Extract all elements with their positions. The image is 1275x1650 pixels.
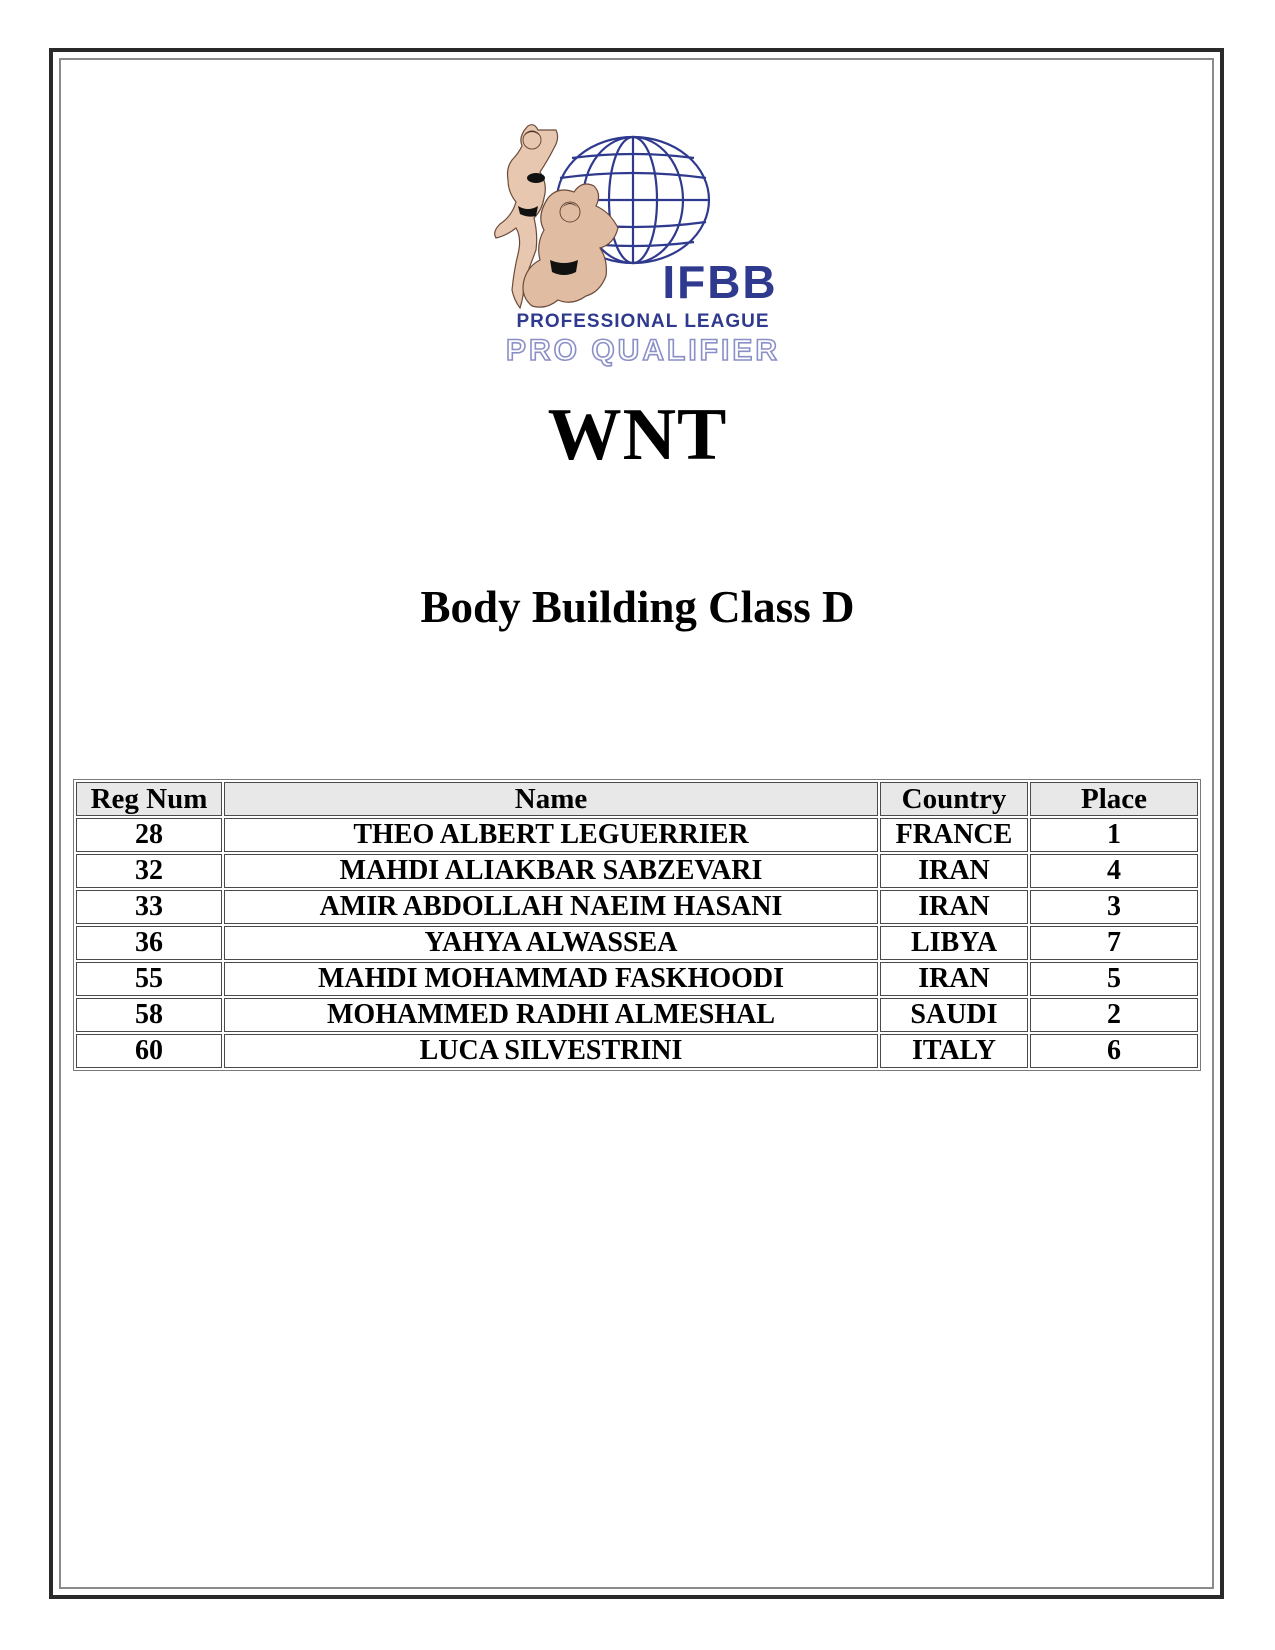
cell-country: SAUDI xyxy=(880,998,1028,1032)
cell-country: ITALY xyxy=(880,1034,1028,1068)
cell-place: 6 xyxy=(1030,1034,1198,1068)
header-country: Country xyxy=(880,782,1028,816)
cell-country: FRANCE xyxy=(880,818,1028,852)
table-row xyxy=(76,1034,1198,1068)
table-row xyxy=(76,890,1198,924)
table-header-row xyxy=(76,782,1198,816)
cell-place: 5 xyxy=(1030,962,1198,996)
cell-place: 3 xyxy=(1030,890,1198,924)
cell-name: THEO ALBERT LEGUERRIER xyxy=(224,818,878,852)
header-name: Name xyxy=(224,782,878,816)
page-title: WNT xyxy=(547,394,728,476)
logo-ifbb-text: IFBB xyxy=(662,256,778,308)
cell-place: 7 xyxy=(1030,926,1198,960)
cell-place: 2 xyxy=(1030,998,1198,1032)
table-row xyxy=(76,926,1198,960)
results-table xyxy=(73,779,1201,1071)
table-row xyxy=(76,818,1198,852)
cell-name: MAHDI MOHAMMAD FASKHOODI xyxy=(224,962,878,996)
cell-name: MAHDI ALIAKBAR SABZEVARI xyxy=(224,854,878,888)
header-reg-num: Reg Num xyxy=(76,782,222,816)
cell-country: IRAN xyxy=(880,854,1028,888)
cell-reg-num: 60 xyxy=(76,1034,222,1068)
cell-reg-num: 28 xyxy=(76,818,222,852)
cell-name: AMIR ABDOLLAH NAEIM HASANI xyxy=(224,890,878,924)
table-row xyxy=(76,962,1198,996)
cell-country: LIBYA xyxy=(880,926,1028,960)
cell-reg-num: 32 xyxy=(76,854,222,888)
cell-place: 4 xyxy=(1030,854,1198,888)
cell-reg-num: 33 xyxy=(76,890,222,924)
table-row xyxy=(76,998,1198,1032)
header-place: Place xyxy=(1030,782,1198,816)
cell-reg-num: 55 xyxy=(76,962,222,996)
cell-name: LUCA SILVESTRINI xyxy=(224,1034,878,1068)
cell-country: IRAN xyxy=(880,890,1028,924)
logo-qualifier-text: PRO QUALIFIER xyxy=(505,334,781,367)
cell-place: 1 xyxy=(1030,818,1198,852)
cell-name: YAHYA ALWASSEA xyxy=(224,926,878,960)
cell-country: IRAN xyxy=(880,962,1028,996)
cell-name: MOHAMMED RADHI ALMESHAL xyxy=(224,998,878,1032)
cell-reg-num: 36 xyxy=(76,926,222,960)
ifbb-logo-icon xyxy=(478,120,798,380)
table-row xyxy=(76,854,1198,888)
cell-reg-num: 58 xyxy=(76,998,222,1032)
page-subtitle: Body Building Class D xyxy=(420,582,855,632)
logo-league-text: PROFESSIONAL LEAGUE xyxy=(516,311,770,332)
